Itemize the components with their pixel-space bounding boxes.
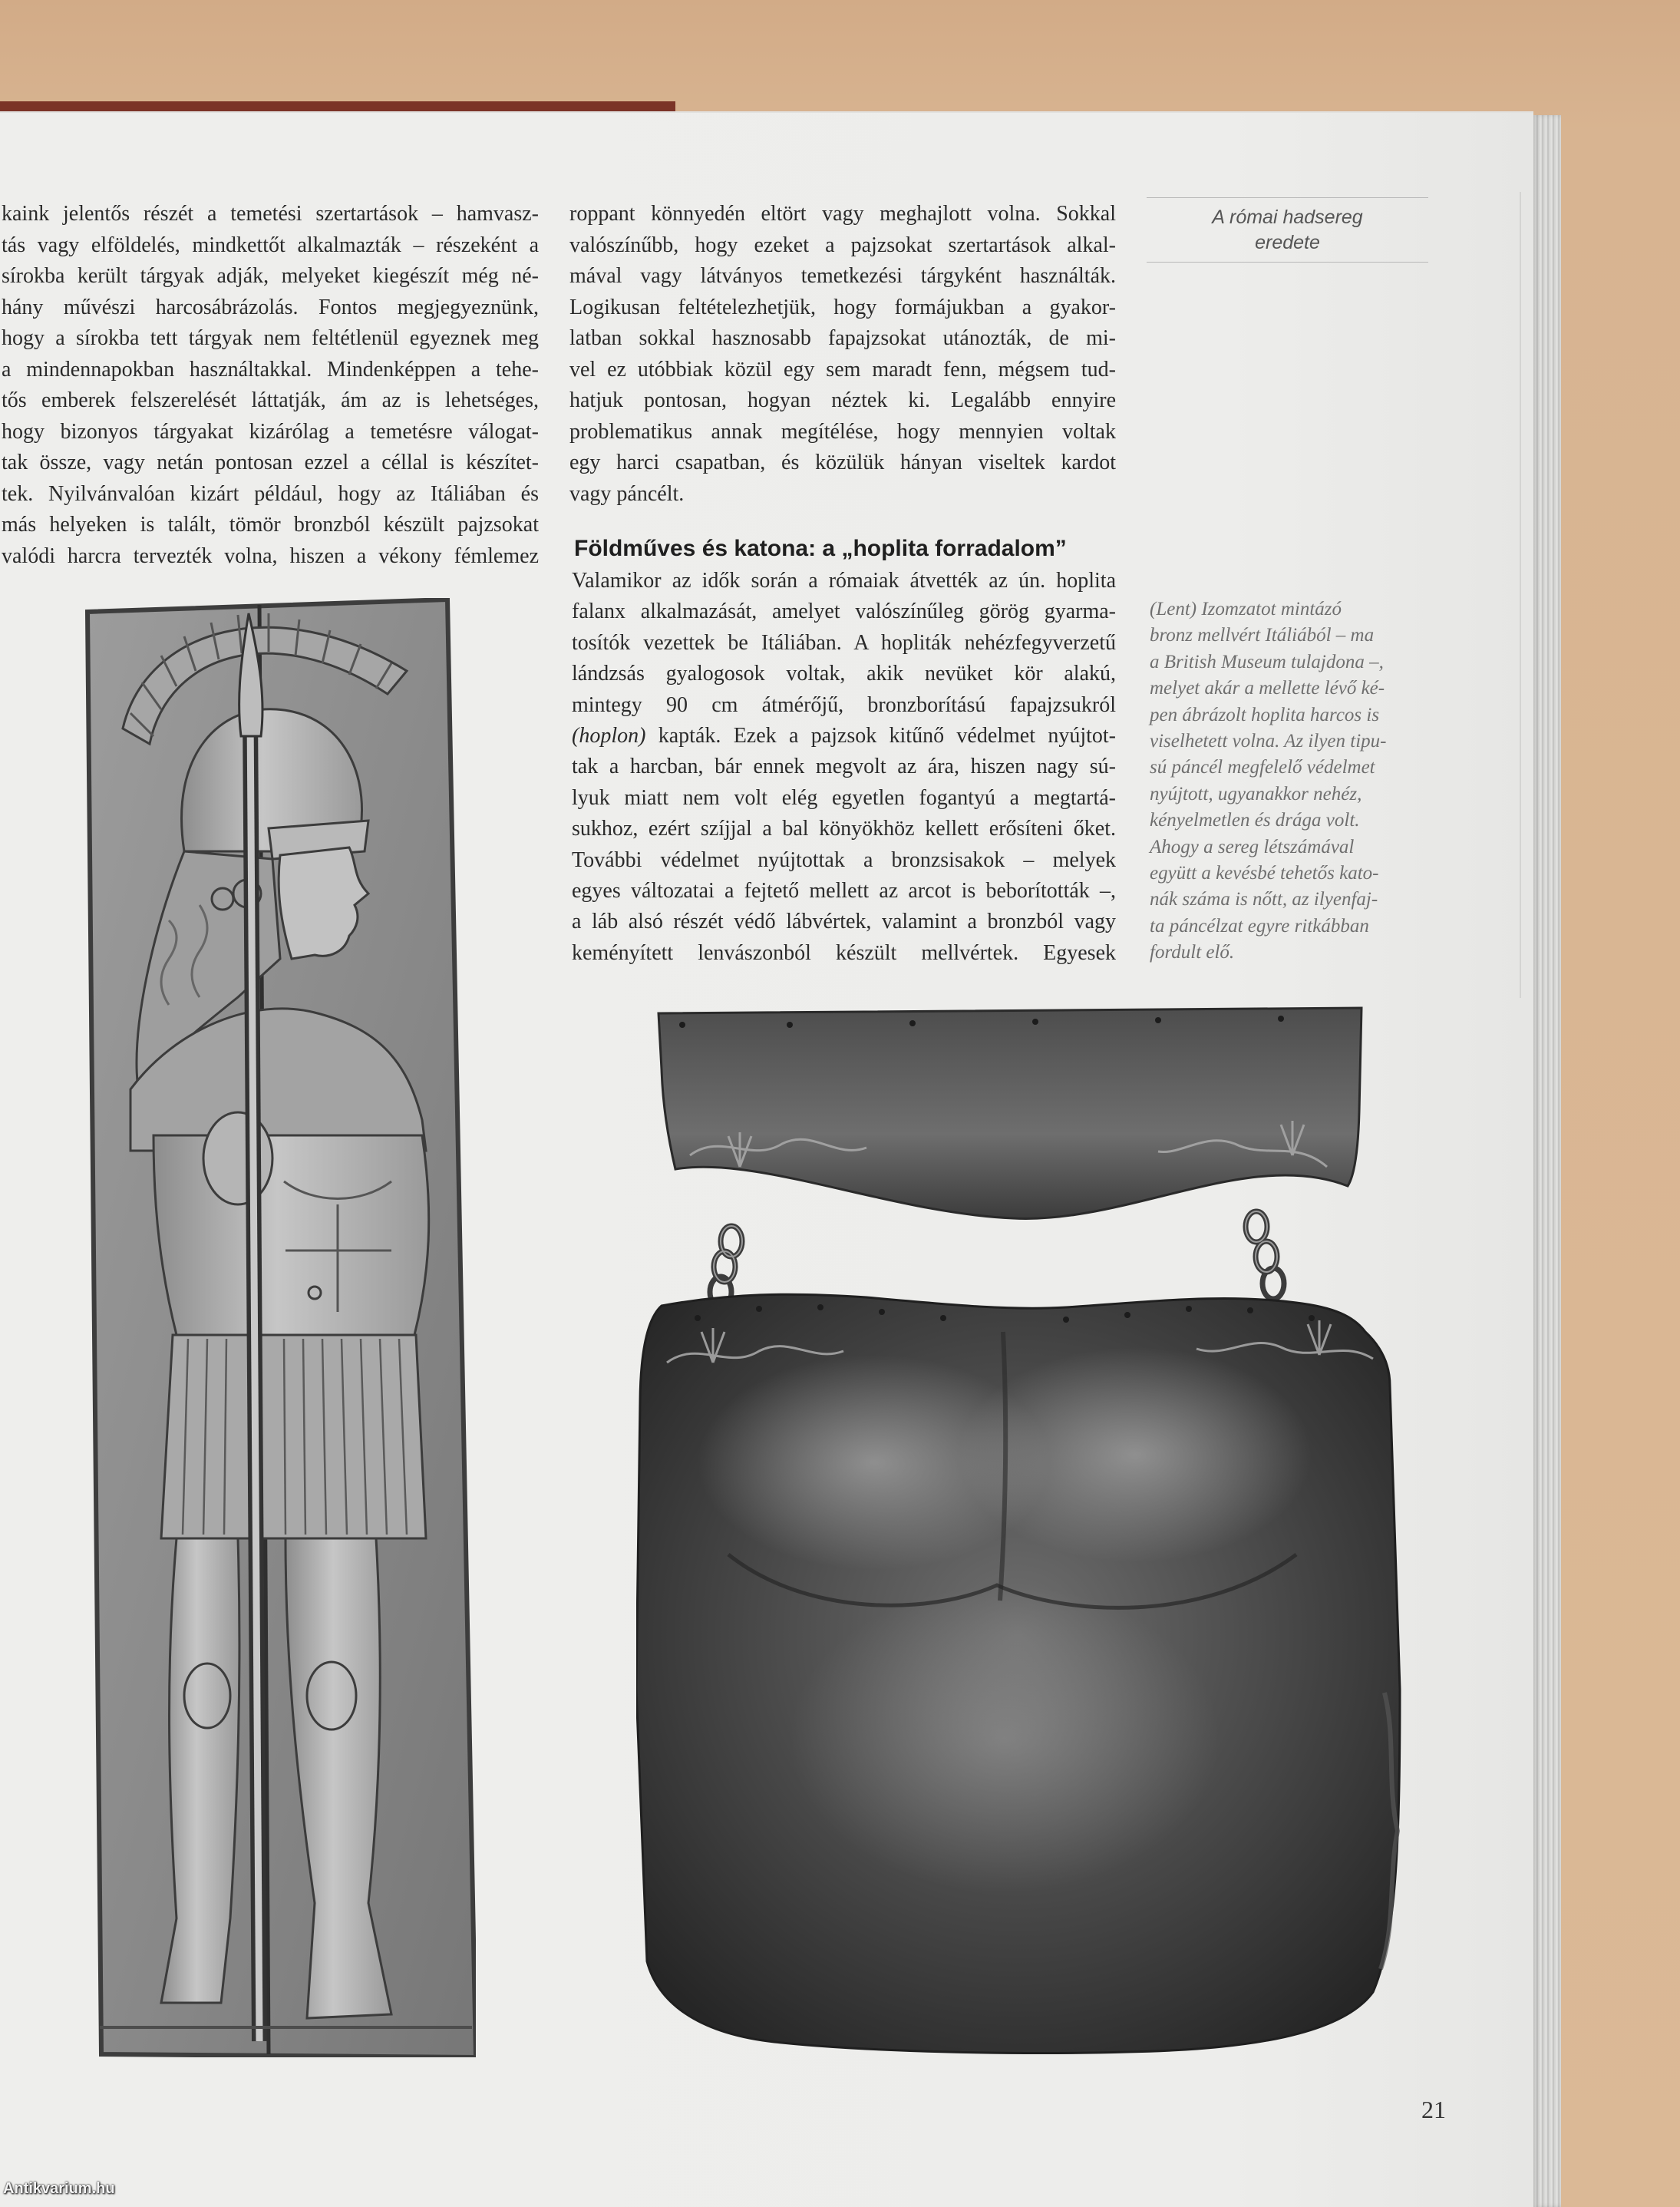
text-line: lándzsás gyalogosok voltak, akik nevüket kör alakú,: [572, 662, 1116, 686]
text-line: Valamikor az idők során a rómaiak átvették az ún. hoplita: [572, 569, 1116, 593]
text-line: tás vagy elföldelés, mindkettőt alkalmazták – részeként a: [2, 233, 539, 257]
text-line: keményített lenvászonból készült mellvértek. Egyesek: [572, 940, 1116, 965]
hand-gripping-spear: [203, 1112, 272, 1204]
text-line: hogy bizonyos tárgyakat kizárólag a temetésre válogat-: [2, 419, 539, 444]
text-line-rest: kapták. Ezek a pajzsok kitűnő védelmet nyújtot-: [645, 723, 1116, 748]
caption-line: a British Museum tulajdona –,: [1150, 651, 1384, 672]
page-shadow-line: [1520, 192, 1521, 998]
caption-line: együtt a kevésbé tehetős kato-: [1150, 862, 1379, 884]
middle-paragraph-2: [572, 566, 1116, 969]
text-line: roppant könnyedén eltört vagy meghajlott volna. Sokkal: [569, 202, 1116, 226]
text-line: hány művészi harcosábrázolás. Fontos megjegyeznünk,: [2, 295, 539, 319]
left-leg: [161, 1538, 239, 2003]
caption-line: sú páncél megfelelő védelmet: [1150, 757, 1375, 778]
text-line: További védelmet nyújtottak a bronzsisakok – melyek: [572, 847, 1116, 872]
text-line: tosítók vezettek be Itáliában. A hopliták nehézfegyverzetű: [572, 630, 1116, 655]
caption-line: nák száma is nőtt, az ilyenfaj-: [1150, 889, 1378, 910]
text-line: sukhoz, ezért szíjjal a bal könyökhöz kellett erősíteni őket.: [572, 817, 1116, 841]
image-caption: [1150, 596, 1437, 966]
text-line: falanx alkalmazását, amelyet valószínűleg görög gyarma-: [572, 600, 1116, 624]
text-line: egy harci csapatban, és közülük hányan viseltek kardot: [569, 451, 1116, 474]
section-title-line: eredete: [1255, 232, 1320, 253]
caption-line: bronz mellvért Itáliából – ma: [1150, 625, 1375, 646]
caption-line: fordult elő.: [1150, 942, 1235, 963]
text-line: mával vagy látványos temetkezési tárgyként használták.: [569, 264, 1116, 288]
watermark: Antikvarium.hu: [3, 2180, 115, 2197]
cuirass-torso: [153, 1135, 429, 1335]
caption-line: kényelmetlen és drága volt.: [1150, 810, 1360, 831]
shoulder-plate: [658, 1008, 1361, 1218]
page-number: 21: [1421, 2096, 1446, 2123]
bronze-breastplate-image: [636, 1002, 1407, 2055]
caption-line: viselhetett volna. Az ilyen tipu-: [1150, 730, 1387, 752]
caption-line: melyet akár a mellette lévő ké-: [1150, 678, 1385, 699]
text-line: tak össze, vagy netán pontosan ezzel a céllal is készítet-: [2, 451, 539, 474]
text-line: problematikus annak megítélése, hogy mennyien voltak: [569, 419, 1116, 444]
text-line: lyuk miatt nem volt elég egyetlen fogantyú a megtartá-: [572, 785, 1116, 810]
text-line: más helyeken is talált, tömör bronzból készült pajzsokat: [2, 513, 539, 537]
text-line: [572, 721, 1116, 752]
abdomen-highlight: [790, 1585, 1220, 1892]
section-title-line: A római hadsereg: [1212, 206, 1363, 228]
text-line: Logikusan feltételezhetjük, hogy formájukban a gyakor-: [569, 295, 1116, 319]
middle-paragraph-1: [569, 199, 1116, 510]
text-line: tak a harcban, bár ennek megvolt az ára, hiszen nagy sú-: [572, 755, 1116, 779]
text-line: hatjuk pontosan, hogyan néztek ki. Legalább ennyire: [569, 388, 1116, 412]
section-heading: Földműves és katona: a „hoplita forradalom”: [574, 536, 1067, 561]
text-line: valószínűbb, hogy ezeket a pajzsokat szertartások alkal-: [569, 233, 1116, 257]
caption-line: (Lent) Izomzatot mintázó: [1150, 599, 1342, 619]
section-title-rule-top: [1147, 197, 1428, 198]
right-chain: [1246, 1211, 1284, 1299]
running-section-title: [1147, 205, 1428, 256]
text-line: mintegy 90 cm átmérőjű, bronzborítású fapajzsukról: [572, 692, 1116, 717]
text-line: tek. Nyilvánvalóan kizárt például, hogy az Itáliában és: [2, 481, 539, 506]
text-line: hogy a sírokba tett tárgyak nem feltétlenül egyeznek meg: [2, 326, 539, 350]
caption-line: pen ábrázolt hoplita harcos is: [1150, 704, 1380, 725]
hoplite-relief-image: [84, 598, 476, 2057]
text-line: vagy páncélt.: [569, 481, 685, 506]
caption-line: nyújtott, ugyanakkor nehéz,: [1150, 783, 1362, 804]
text-line: vel ez utóbbiak közül egy sem maradt fenn, mégsem tud-: [569, 357, 1116, 382]
pectoral-highlight-right: [959, 1347, 1312, 1562]
book-cover-edge: [0, 101, 675, 113]
text-line: a mindennapokban használtakkal. Mindenképpen a tehe-: [2, 357, 539, 382]
text-line: a láb alsó részét védő lábvértek, valamint a bronzból vagy: [572, 910, 1116, 934]
text-line: egyes változatai a fejtető mellett az arcot is beborították –,: [572, 878, 1116, 903]
page-edges: [1533, 115, 1561, 2207]
text-line: sírokba került tárgyak adják, melyeket kiegészít még né-: [2, 264, 539, 288]
caption-line: Ahogy a sereg létszámával: [1150, 836, 1355, 857]
caption-line: ta páncélzat egyre ritkábban: [1150, 915, 1369, 937]
text-line: kaink jelentős részét a temetési szertartások – hamvasz-: [2, 202, 539, 226]
left-text-column: [2, 199, 539, 572]
section-title-rule-bottom: [1147, 262, 1428, 263]
text-line: valódi harcra tervezték volna, hiszen a vékony fémlemez: [2, 543, 539, 568]
text-line: tős emberek felszerelését láttatják, ám az is lehetséges,: [2, 388, 539, 412]
text-line: latban sokkal hasznosabb fapajzsokat utánozták, de mi-: [569, 326, 1116, 350]
italic-term: (hoplon): [572, 723, 646, 748]
